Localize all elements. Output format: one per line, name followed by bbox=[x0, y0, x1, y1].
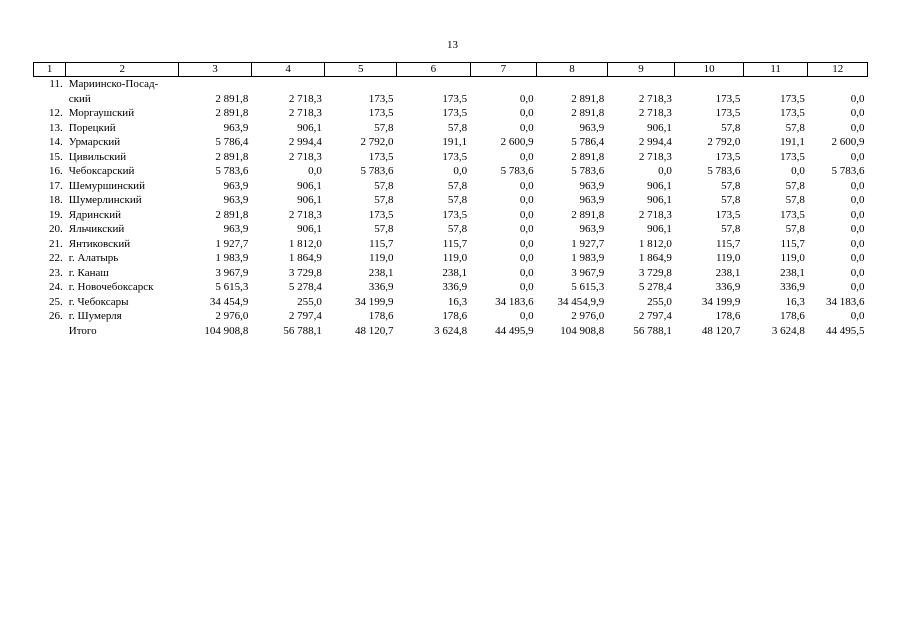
value-cell: 2 891,8 bbox=[571, 107, 605, 119]
value-cell bbox=[607, 77, 675, 92]
value-cell: 57,8 bbox=[785, 194, 805, 206]
value-cell: 0,0 bbox=[850, 223, 865, 235]
value-cell: 104 908,8 bbox=[204, 324, 249, 337]
value-cell: 0,0 bbox=[850, 121, 865, 134]
district-name: Порецкий bbox=[68, 121, 116, 134]
value-cell: 2 891,8 bbox=[571, 150, 605, 163]
column-header: 6 bbox=[397, 63, 471, 77]
value-cell: 2 976,0 bbox=[215, 310, 249, 322]
value-cell: 1 812,0 bbox=[288, 237, 322, 250]
table-row bbox=[34, 150, 868, 165]
value-cell: 963,9 bbox=[223, 194, 249, 206]
value-cell bbox=[743, 77, 808, 92]
value-cell: 48 120,7 bbox=[355, 324, 394, 337]
column-header: 5 bbox=[325, 63, 397, 77]
value-cell: 0,0 bbox=[519, 223, 534, 235]
value-cell: 115,7 bbox=[716, 237, 741, 250]
value-cell: 173,5 bbox=[442, 92, 468, 105]
value-cell: 0,0 bbox=[850, 194, 865, 206]
value-cell: 56 788,1 bbox=[633, 324, 672, 337]
value-cell: 3 729,8 bbox=[638, 266, 672, 279]
value-cell: 906,1 bbox=[647, 194, 672, 206]
value-cell: 238,1 bbox=[442, 266, 468, 279]
column-header: 3 bbox=[179, 63, 252, 77]
value-cell: 2 792,0 bbox=[707, 136, 741, 148]
value-cell: 119,0 bbox=[442, 252, 468, 264]
value-cell: 0,0 bbox=[791, 165, 805, 177]
value-cell: 56 788,1 bbox=[283, 324, 322, 337]
value-cell bbox=[470, 77, 537, 92]
value-cell: 57,8 bbox=[785, 121, 805, 134]
value-cell bbox=[808, 77, 868, 92]
value-cell: 906,1 bbox=[297, 194, 322, 206]
value-cell: 119,0 bbox=[369, 252, 394, 264]
district-name: Чебоксарский bbox=[68, 165, 135, 177]
table-row bbox=[34, 193, 868, 208]
value-cell: 34 183,6 bbox=[495, 295, 534, 308]
value-cell: 1 927,7 bbox=[571, 237, 605, 250]
value-cell: 0,0 bbox=[519, 194, 534, 206]
table-row bbox=[34, 92, 868, 107]
district-name: Шумерлинский bbox=[68, 194, 142, 206]
value-cell: 0,0 bbox=[850, 107, 865, 119]
value-cell: 5 783,6 bbox=[500, 165, 534, 177]
row-number: 13. bbox=[49, 121, 63, 134]
column-header: 10 bbox=[675, 63, 744, 77]
district-name: г. Чебоксары bbox=[68, 295, 129, 308]
value-cell: 0,0 bbox=[519, 150, 534, 163]
value-cell: 115,7 bbox=[369, 237, 394, 250]
table-row bbox=[34, 164, 868, 179]
value-cell bbox=[179, 77, 252, 92]
value-cell: 963,9 bbox=[579, 194, 605, 206]
value-cell: 336,9 bbox=[368, 281, 394, 293]
value-cell: 2 891,8 bbox=[215, 92, 249, 105]
row-number: 14. bbox=[49, 136, 63, 148]
value-cell: 1 812,0 bbox=[638, 237, 672, 250]
value-cell: 173,5 bbox=[780, 92, 805, 105]
district-name: г. Шумерля bbox=[68, 310, 122, 322]
value-cell: 2 718,3 bbox=[638, 150, 672, 163]
value-cell: 34 183,6 bbox=[826, 295, 865, 308]
district-name: Шемуршинский bbox=[68, 179, 145, 192]
value-cell: 0,0 bbox=[850, 179, 865, 192]
column-header: 1 bbox=[34, 63, 66, 77]
column-header: 9 bbox=[607, 63, 675, 77]
value-cell: 178,6 bbox=[368, 310, 394, 322]
column-header: 8 bbox=[537, 63, 608, 77]
table-row bbox=[34, 222, 868, 237]
value-cell: 173,5 bbox=[368, 92, 394, 105]
value-cell: 57,8 bbox=[785, 179, 805, 192]
value-cell: 5 783,6 bbox=[215, 165, 249, 177]
value-cell: 57,8 bbox=[721, 194, 741, 206]
value-cell: 0,0 bbox=[850, 150, 865, 163]
district-name: Янтиковский bbox=[68, 237, 131, 250]
value-cell: 963,9 bbox=[223, 179, 249, 192]
value-cell: 336,9 bbox=[780, 281, 805, 293]
value-cell: 173,5 bbox=[442, 150, 468, 163]
value-cell: 2 718,3 bbox=[638, 208, 672, 221]
value-cell: 0,0 bbox=[519, 310, 534, 322]
district-name: Ядринский bbox=[68, 208, 121, 221]
value-cell: 0,0 bbox=[519, 237, 534, 250]
value-cell: 115,7 bbox=[442, 237, 468, 250]
value-cell: 906,1 bbox=[297, 179, 322, 192]
table-body bbox=[34, 77, 868, 339]
column-header: 2 bbox=[66, 63, 179, 77]
value-cell: 906,1 bbox=[297, 223, 322, 235]
value-cell: 119,0 bbox=[716, 252, 741, 264]
row-number: 26. bbox=[49, 310, 63, 322]
district-name: Яльчикский bbox=[68, 223, 125, 235]
value-cell: 57,8 bbox=[447, 223, 468, 235]
value-cell: 0,0 bbox=[519, 281, 534, 293]
value-cell: 173,5 bbox=[780, 107, 805, 119]
column-header: 11 bbox=[743, 63, 808, 77]
value-cell bbox=[325, 77, 397, 92]
value-cell: 1 927,7 bbox=[215, 237, 249, 250]
value-cell: 2 891,8 bbox=[215, 107, 249, 119]
value-cell: 57,8 bbox=[721, 121, 741, 134]
value-cell: 173,5 bbox=[715, 92, 741, 105]
value-cell: 2 797,4 bbox=[288, 310, 322, 322]
table-row bbox=[34, 237, 868, 252]
value-cell: 5 783,6 bbox=[571, 165, 605, 177]
row-number: 16. bbox=[49, 165, 63, 177]
value-cell: 2 797,4 bbox=[638, 310, 672, 322]
value-cell: 3 729,8 bbox=[288, 266, 322, 279]
value-cell: 2 718,3 bbox=[638, 107, 672, 119]
value-cell: 3 624,8 bbox=[434, 324, 468, 337]
value-cell: 963,9 bbox=[223, 223, 249, 235]
value-cell: 0,0 bbox=[308, 165, 322, 177]
value-cell: 5 786,4 bbox=[571, 136, 605, 148]
value-cell: 1 983,9 bbox=[571, 252, 605, 264]
value-cell bbox=[397, 77, 471, 92]
value-cell: 0,0 bbox=[850, 92, 865, 105]
value-cell: 57,8 bbox=[374, 179, 394, 192]
value-cell: 0,0 bbox=[519, 208, 534, 221]
row-number bbox=[34, 92, 66, 107]
table-row bbox=[34, 135, 868, 150]
value-cell: 0,0 bbox=[453, 165, 468, 177]
row-number: 17. bbox=[49, 179, 63, 192]
value-cell: 57,8 bbox=[447, 121, 468, 134]
value-cell: 48 120,7 bbox=[701, 324, 741, 337]
value-cell: 336,9 bbox=[715, 281, 741, 293]
district-name: Цивильский bbox=[68, 150, 127, 163]
value-cell: 1 864,9 bbox=[288, 252, 322, 264]
row-number: 24. bbox=[49, 281, 63, 293]
value-cell: 34 454,9 bbox=[209, 295, 249, 308]
table-row bbox=[34, 280, 868, 295]
value-cell: 2 792,0 bbox=[360, 136, 394, 148]
value-cell: 0,0 bbox=[519, 121, 534, 134]
value-cell: 104 908,8 bbox=[560, 324, 605, 337]
value-cell: 173,5 bbox=[442, 208, 468, 221]
value-cell: 0,0 bbox=[850, 310, 865, 322]
district-name: Итого bbox=[68, 324, 97, 337]
value-cell: 178,6 bbox=[442, 310, 468, 322]
value-cell: 2 891,8 bbox=[215, 208, 249, 221]
value-cell: 44 495,9 bbox=[495, 324, 534, 337]
value-cell: 57,8 bbox=[374, 121, 394, 134]
value-cell: 119,0 bbox=[780, 252, 805, 264]
value-cell: 238,1 bbox=[780, 266, 805, 279]
value-cell: 57,8 bbox=[721, 179, 741, 192]
value-cell: 906,1 bbox=[647, 179, 672, 192]
row-number: 25. bbox=[49, 295, 63, 308]
value-cell: 5 615,3 bbox=[571, 281, 605, 293]
table-row bbox=[34, 324, 868, 339]
district-name: г. Алатырь bbox=[68, 252, 119, 264]
row-number: 23. bbox=[49, 266, 63, 279]
value-cell: 2 718,3 bbox=[288, 92, 322, 105]
value-cell: 173,5 bbox=[715, 107, 741, 119]
district-name: ский bbox=[68, 92, 91, 105]
value-cell: 906,1 bbox=[647, 223, 672, 235]
value-cell: 2 994,4 bbox=[638, 136, 672, 148]
value-cell: 5 278,4 bbox=[288, 281, 322, 293]
value-cell: 0,0 bbox=[850, 237, 865, 250]
value-cell: 173,5 bbox=[715, 208, 741, 221]
column-header: 7 bbox=[470, 63, 537, 77]
value-cell: 0,0 bbox=[519, 266, 534, 279]
value-cell: 16,3 bbox=[785, 295, 805, 308]
value-cell: 57,8 bbox=[447, 194, 468, 206]
value-cell: 0,0 bbox=[850, 266, 865, 279]
value-cell: 57,8 bbox=[447, 179, 468, 192]
table-row bbox=[34, 179, 868, 194]
value-cell: 255,0 bbox=[647, 295, 672, 308]
value-cell: 3 624,8 bbox=[771, 324, 805, 337]
value-cell: 16,3 bbox=[447, 295, 468, 308]
value-cell: 0,0 bbox=[519, 107, 534, 119]
value-cell: 963,9 bbox=[579, 223, 605, 235]
value-cell: 3 967,9 bbox=[215, 266, 249, 279]
table-row bbox=[34, 266, 868, 281]
table-row bbox=[34, 208, 868, 223]
value-cell: 0,0 bbox=[658, 165, 672, 177]
table-row bbox=[34, 251, 868, 266]
value-cell: 34 454,9,9 bbox=[557, 295, 605, 308]
value-cell bbox=[537, 77, 608, 92]
table-row bbox=[34, 106, 868, 121]
value-cell: 238,1 bbox=[715, 266, 741, 279]
value-cell: 5 783,6 bbox=[831, 165, 865, 177]
value-cell: 2 718,3 bbox=[288, 150, 322, 163]
value-cell: 5 786,4 bbox=[215, 136, 249, 148]
value-cell: 173,5 bbox=[715, 150, 741, 163]
value-cell: 0,0 bbox=[850, 252, 865, 264]
value-cell: 44 495,5 bbox=[826, 324, 865, 337]
value-cell: 2 891,8 bbox=[215, 150, 249, 163]
district-name: г. Канаш bbox=[68, 266, 109, 279]
district-name: Мариинско-Посад- bbox=[68, 78, 159, 90]
value-cell: 2 718,3 bbox=[288, 107, 322, 119]
value-cell: 115,7 bbox=[780, 237, 805, 250]
budget-table bbox=[33, 62, 868, 338]
value-cell: 34 199,9 bbox=[701, 295, 741, 308]
table-row bbox=[34, 77, 868, 92]
value-cell: 57,8 bbox=[785, 223, 805, 235]
value-cell: 963,9 bbox=[223, 121, 249, 134]
page-number: 13 bbox=[447, 39, 458, 51]
value-cell: 5 615,3 bbox=[215, 281, 249, 293]
value-cell: 0,0 bbox=[519, 252, 534, 264]
district-name: Моргаушский bbox=[68, 107, 135, 119]
value-cell: 3 967,9 bbox=[571, 266, 605, 279]
value-cell: 5 278,4 bbox=[638, 281, 672, 293]
value-cell: 57,8 bbox=[721, 223, 741, 235]
district-name: г. Новочебоксарск bbox=[68, 281, 154, 293]
value-cell: 0,0 bbox=[850, 281, 865, 293]
value-cell: 0,0 bbox=[519, 179, 534, 192]
value-cell: 2 718,3 bbox=[638, 92, 672, 105]
value-cell: 173,5 bbox=[780, 150, 805, 163]
value-cell: 2 891,8 bbox=[571, 92, 605, 105]
value-cell: 191,1 bbox=[442, 136, 468, 148]
table-row bbox=[34, 121, 868, 136]
table-row bbox=[34, 295, 868, 310]
value-cell: 2 600,9 bbox=[831, 136, 865, 148]
value-cell: 173,5 bbox=[368, 208, 394, 221]
row-number: 18. bbox=[49, 194, 63, 206]
value-cell: 34 199,9 bbox=[355, 295, 394, 308]
row-number: 15. bbox=[49, 150, 63, 163]
value-cell: 173,5 bbox=[442, 107, 468, 119]
value-cell bbox=[251, 77, 325, 92]
value-cell: 906,1 bbox=[647, 121, 672, 134]
value-cell: 336,9 bbox=[442, 281, 468, 293]
value-cell: 0,0 bbox=[850, 208, 865, 221]
value-cell: 173,5 bbox=[368, 107, 394, 119]
value-cell: 178,6 bbox=[780, 310, 805, 322]
value-cell: 238,1 bbox=[368, 266, 394, 279]
value-cell: 2 976,0 bbox=[571, 310, 605, 322]
value-cell: 2 891,8 bbox=[571, 208, 605, 221]
value-cell: 5 783,6 bbox=[360, 165, 394, 177]
value-cell bbox=[675, 77, 744, 92]
value-cell: 5 783,6 bbox=[707, 165, 741, 177]
value-cell: 2 994,4 bbox=[288, 136, 322, 148]
value-cell: 57,8 bbox=[374, 223, 394, 235]
row-number: 11. bbox=[49, 78, 63, 90]
row-number: 12. bbox=[49, 107, 63, 119]
value-cell: 57,8 bbox=[374, 194, 394, 206]
row-number: 21. bbox=[49, 237, 63, 250]
value-cell: 963,9 bbox=[579, 121, 605, 134]
column-header: 12 bbox=[808, 63, 868, 77]
value-cell: 255,0 bbox=[297, 295, 322, 308]
row-number: 19. bbox=[49, 208, 63, 221]
value-cell: 963,9 bbox=[579, 179, 605, 192]
district-name: Урмарский bbox=[68, 136, 121, 148]
value-cell: 173,5 bbox=[780, 208, 805, 221]
value-cell: 906,1 bbox=[297, 121, 322, 134]
row-number bbox=[34, 324, 66, 339]
row-number: 22. bbox=[49, 252, 63, 264]
value-cell: 1 983,9 bbox=[215, 252, 249, 264]
value-cell: 2 600,9 bbox=[500, 136, 534, 148]
value-cell: 2 718,3 bbox=[288, 208, 322, 221]
value-cell: 178,6 bbox=[715, 310, 741, 322]
value-cell: 191,1 bbox=[780, 136, 805, 148]
value-cell: 1 864,9 bbox=[638, 252, 672, 264]
header-row bbox=[34, 63, 868, 77]
column-header: 4 bbox=[251, 63, 325, 77]
table-row bbox=[34, 309, 868, 324]
value-cell: 0,0 bbox=[519, 92, 534, 105]
row-number: 20. bbox=[49, 223, 63, 235]
value-cell: 173,5 bbox=[368, 150, 394, 163]
